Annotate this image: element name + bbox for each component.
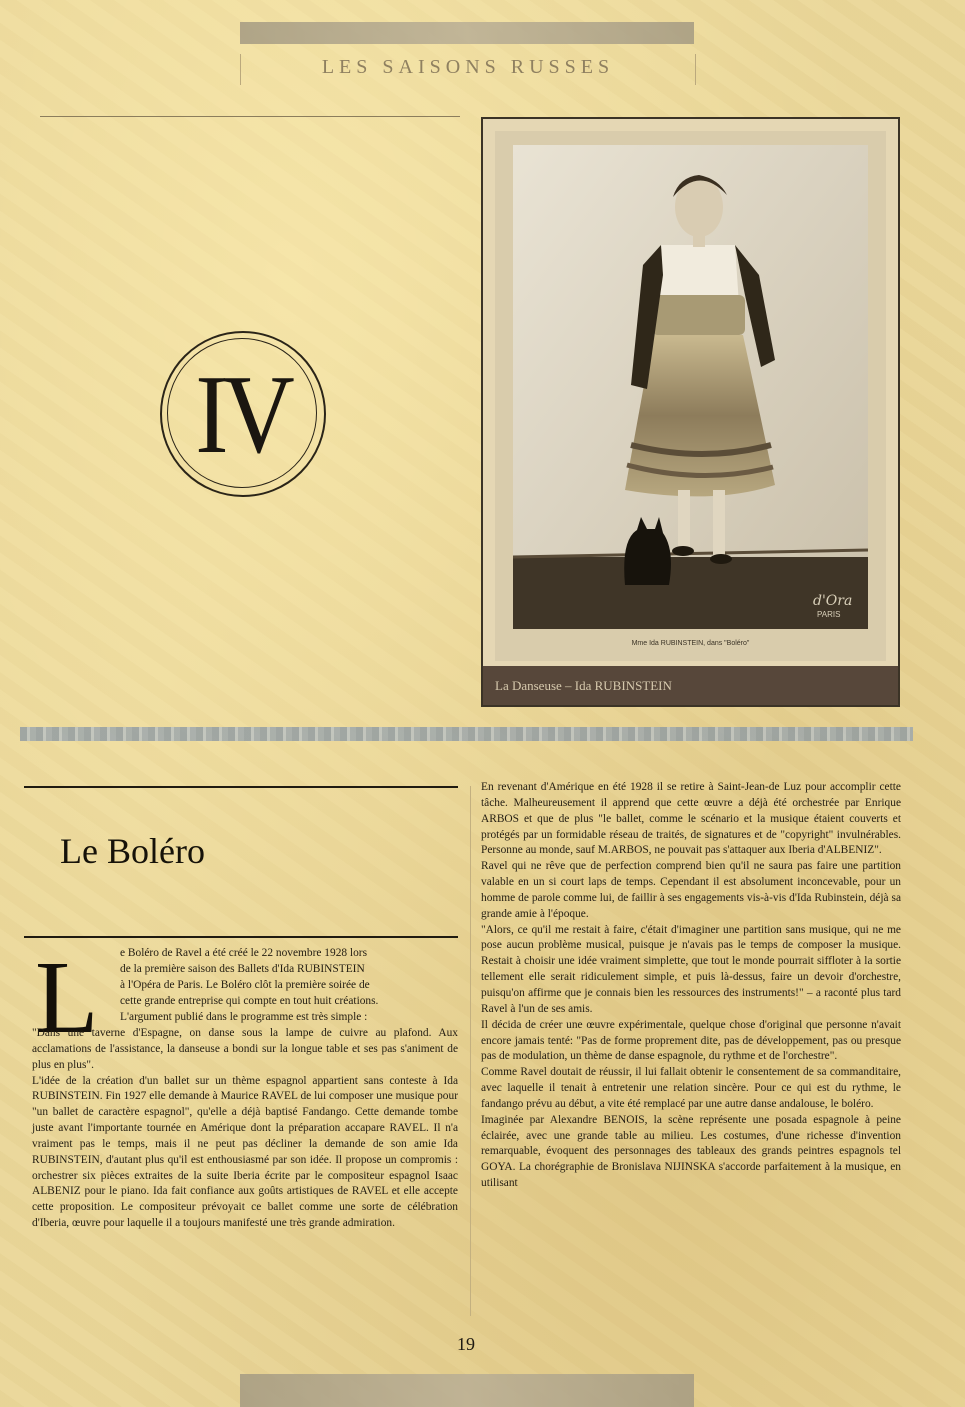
right-column [481,780,901,1312]
paragraph: "Dans une taverne d'Espagne, on danse sous la lampe de cuivre au plafond. Aux acclamations de l'assistance, la danseuse a bondi sur la longue table et ses pas s'animent de plus en plus". [32,1027,458,1071]
intro-line: L'argument publié dans le programme est très simple : [120,1011,368,1023]
paragraph: Imaginée par Alexandre BENOIS, la scène représente une posada espagnole à peine éclairée, avec une grande table au milieu. Les costumes, d'une richesse d'invention remarquable, évoquent des personnages des tableaux des grands peintres espagnols tel GOYA. La chorégraphie de Bronislava NIJINSKA s'accorde parfaitement à la musique, en utilisant [481,1113,901,1190]
paragraph: Comme Ravel doutait de réussir, il lui fallait obtenir le consentement de sa commanditaire, avec laquelle il tenait à entretenir une relation sincère. Pour ce qui est du rythme, le fandango prévu au début, a vite été remplacé par une autre danse andalouse, le boléro. [481,1066,901,1110]
title-rule-bottom [24,936,458,938]
chapter-numeral-medallion [160,331,326,497]
studio-mark-text: d'Ora [813,593,853,609]
paragraph: "Alors, ce qu'il me restait à faire, c'était d'imaginer une partition sans musique, qui ne me pose aucun problème musical, puisque je n'avais pas le temps de composer la musique. Restait à choisir une idée vraiment simplette, que tout le monde pourrait siffloter à la sortie tellement elle serait ridiculement simple, et puis là-dessus, faire un devoir d'orchestre, puisqu'on affirme que je connais bien les ressources des instruments!" – a raconté plus tard Ravel à l'un de ses amis. [481,923,901,1015]
section-title: Le Boléro [60,831,205,871]
drop-cap: L [35,940,99,1055]
dancer-photograph [513,145,868,629]
paragraph: Il décida de créer une œuvre expérimentale, quelque chose d'original que personne n'avait encore jamais tenté: "Pas de forme proprement dite, pas de développement, pas ou presque pas de modulation, un thème de danse espagnole, du rythme et de l'orchestre". [481,1018,901,1063]
paragraph: En revenant d'Amérique en été 1928 il se retire à Saint-Jean-de Luz pour accomplir cette tâche. Malheureusement il apprend que cette œuvre a déjà été orchestrée par Enrique ARBOS et que de plus "le ballet, comme le scénario et la musique étaient couverts et protégés par un formidable réseau de traités, de signatures et de "copyright" invulnérables. Personne au monde, sauf M.ARBOS, ne pouvait pas s'attaquer aux Iberia d'ALBENIZ". [481,781,901,857]
top-decorative-band [240,22,694,44]
photo-mat [495,131,886,661]
left-column [24,940,458,1316]
intro-line: à l'Opéra de Paris. Le Boléro clôt la première soirée de [120,979,370,991]
chapter-numeral-inner-ring [167,338,317,488]
chapter-numeral: IV [195,352,289,477]
title-rule-top [24,786,458,788]
photo-inscription: Mme Ida RUBINSTEIN, dans "Boléro" [631,640,750,647]
bottom-decorative-band [240,1374,694,1407]
photo-caption: La Danseuse – Ida RUBINSTEIN [483,666,898,705]
photo-frame [481,117,900,707]
intro-line: cette grande entreprise qui compte en tout huit créations. [120,995,379,1007]
left-column-body [32,1026,458,1232]
paragraph: Ravel qui ne rêve que de perfection comprend bien qu'il ne saura pas faire une partition valable en un si court laps de temps. Cependant il est absolument inconcevable, pour un homme de parole comme lui, de faillir à ses engagements vis-à-vis d'Ida Rubinstein, déjà sa grande amie à l'époque. [481,860,901,920]
page-number: 19 [457,1334,475,1354]
column-separator [470,786,471,1316]
paragraph: L'idée de la création d'un ballet sur un thème espagnol appartient sans conteste à Ida RUBINSTEIN. Fin 1927 elle demande à Maurice RAVEL de lui composer une musique pour "un ballet de caractère espagnol", qu'elle a déjà baptisé Fandango. Cette demande tombe juste avant l'importante tournée en Amérique dont la préparation accapare RAVEL. Il n'a vraiment pas le temps, mais il ne peut pas décliner la demande de son amie Ida RUBINSTEIN, d'autant plus qu'il est enthousiasmé par son idée. Il propose un compromis : orchestrer six pièces extraites de la suite Iberia écrite par le compositeur espagnol Isaac ALBENIZ pour le piano. Ida fait confiance aux goûts artistiques de RAVEL et elle accepte cette proposition. Le compositeur prévoyait ce ballet comme une sorte de célébration d'Iberia, œuvre pour laquelle il a toujours manifesté une très grande admiration. [32,1074,458,1230]
section-divider-band [20,727,913,741]
intro-line: e Boléro de Ravel a été créé le 22 novembre 1928 lors [120,947,368,959]
running-title: LES SAISONS RUSSES [240,54,696,85]
header-rule-left [40,116,460,117]
intro-line: de la première saison des Ballets d'Ida RUBINSTEIN [120,963,365,975]
studio-city-text: PARIS [817,610,841,619]
